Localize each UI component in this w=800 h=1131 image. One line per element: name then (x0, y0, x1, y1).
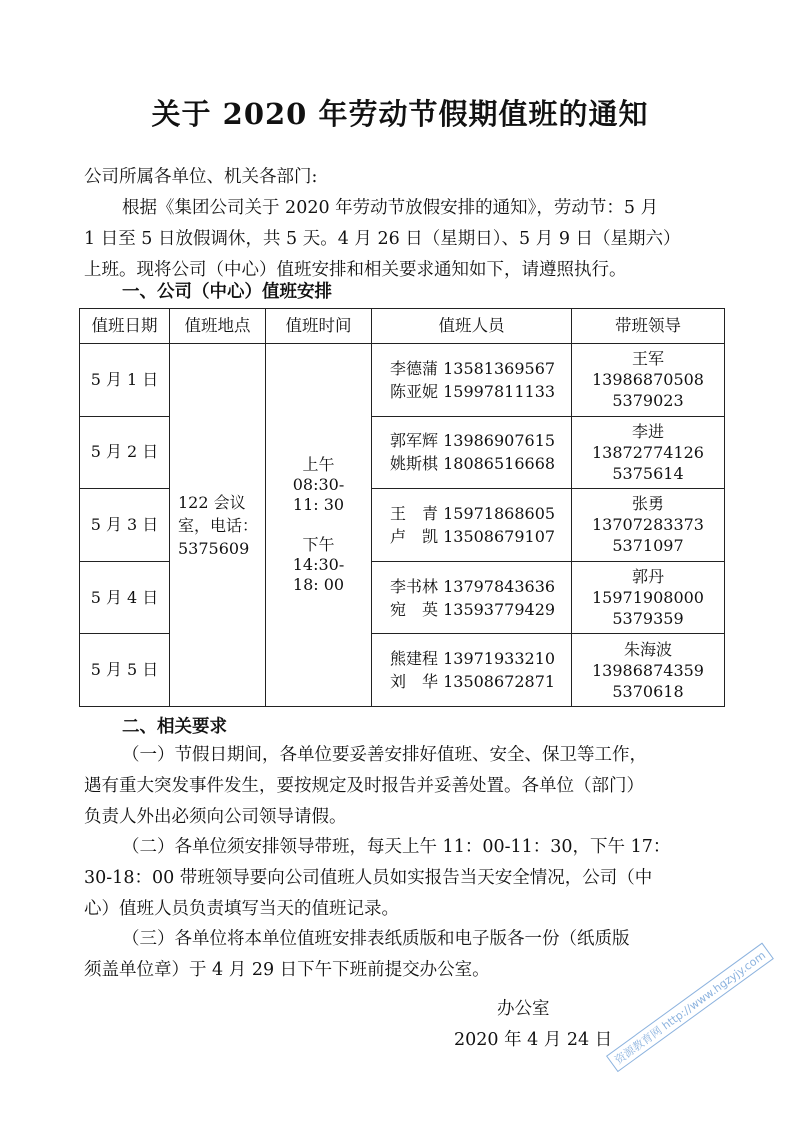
location-line: 室，电话： (178, 515, 259, 535)
header-leader: 带班领导 (572, 309, 725, 344)
duty-date: 5 月 1 日 (80, 344, 170, 417)
req1-line-3: 负责人外出必须向公司领导请假。 (84, 807, 347, 827)
req3-line-1: （三）各单位将本单位值班安排表纸质版和电子版各一份（纸质版 (122, 929, 630, 949)
duty-staff (372, 416, 572, 489)
leader-phone: 5379023 (612, 391, 684, 411)
leader-phone: 5371097 (612, 536, 684, 556)
duty-leader (572, 634, 725, 707)
duty-staff (372, 561, 572, 634)
header-time: 值班时间 (266, 309, 372, 344)
staff-entry: 熊建程 13971933210 (390, 649, 556, 669)
staff-entry: 李书林 13797843636 (390, 576, 556, 596)
leader-name: 李进 (631, 421, 664, 441)
duty-leader (572, 561, 725, 634)
duty-staff (372, 634, 572, 707)
leader-name: 王军 (631, 349, 664, 369)
intro-line-1: 根据《集团公司关于 2020 年劳动节放假安排的通知》，劳动节：5 月 (122, 198, 659, 218)
duty-date: 5 月 5 日 (80, 634, 170, 707)
staff-entry: 李德蒲 13581369567 (390, 358, 556, 378)
duty-staff (372, 489, 572, 562)
req1-line-2: 遇有重大突发事件发生，要按规定及时报告并妥善处置。各单位（部门） (84, 776, 644, 796)
req2-line-3: 心）值班人员负责填写当天的值班记录。 (84, 899, 399, 919)
leader-phone: 5379359 (612, 609, 684, 629)
leader-name: 朱海波 (623, 639, 672, 659)
leader-phone: 5370618 (612, 681, 684, 701)
signature-date: 2020 年 4 月 24 日 (454, 1030, 613, 1050)
morning-start: 08:30- (292, 475, 345, 494)
header-date: 值班日期 (80, 309, 170, 344)
req2-line-2: 30-18：00 带班领导要向公司值班人员如实报告当天安全情况，公司（中 (84, 868, 653, 888)
duty-date: 5 月 4 日 (80, 561, 170, 634)
duty-time (266, 344, 372, 707)
staff-entry: 姚斯棋 18086516668 (390, 454, 556, 474)
req1-line-1: （一）节假日期间，各单位要妥善安排好值班、安全、保卫等工作， (122, 745, 647, 765)
morning-label: 上午 (302, 455, 335, 474)
section2-heading: 二、相关要求 (122, 717, 227, 737)
duty-schedule-table (79, 308, 725, 707)
duty-date: 5 月 2 日 (80, 416, 170, 489)
duty-leader (572, 344, 725, 417)
leader-name: 张勇 (631, 494, 664, 514)
staff-entry: 陈亚妮 15997811133 (390, 381, 556, 401)
duty-leader (572, 489, 725, 562)
location-line: 122 会议 (178, 492, 246, 512)
morning-end: 11: 30 (292, 495, 345, 514)
afternoon-end: 18: 00 (292, 575, 345, 594)
watermark: 资源教育网 http://www.hgzyjy.com (606, 943, 774, 1073)
staff-entry: 宛 英 13593779429 (390, 599, 556, 619)
table-row (80, 344, 725, 417)
req3-line-2: 须盖单位章）于 4 月 29 日下午下班前提交办公室。 (84, 960, 490, 980)
header-location: 值班地点 (170, 309, 266, 344)
leader-mobile: 13707283373 (592, 515, 704, 535)
leader-phone: 5375614 (612, 463, 684, 483)
duty-leader (572, 416, 725, 489)
leader-mobile: 15971908000 (592, 588, 704, 608)
staff-entry: 王 青 15971868605 (390, 503, 556, 523)
location-line: 5375609 (178, 538, 250, 558)
leader-mobile: 13986874359 (592, 660, 704, 680)
staff-entry: 郭军辉 13986907615 (390, 431, 556, 451)
afternoon-label: 下午 (302, 535, 335, 554)
afternoon-start: 14:30- (292, 555, 345, 574)
leader-mobile: 13872774126 (592, 442, 704, 462)
header-staff: 值班人员 (372, 309, 572, 344)
req2-line-1: （二）各单位须安排领导带班，每天上午 11：00-11：30，下午 17： (122, 837, 671, 857)
signature-office: 办公室 (497, 999, 550, 1019)
intro-line-3: 上班。现将公司（中心）值班安排和相关要求通知如下，请遵照执行。 (84, 260, 627, 280)
section1-heading: 一、公司（中心）值班安排 (122, 282, 332, 302)
duty-date: 5 月 3 日 (80, 489, 170, 562)
duty-location (170, 344, 266, 707)
notice-title: 关于 2020 年劳动节假期值班的通知 (151, 97, 649, 131)
staff-entry: 卢 凯 13508679107 (390, 526, 556, 546)
leader-name: 郭丹 (631, 567, 664, 587)
salutation: 公司所属各单位、机关各部门: (84, 167, 318, 187)
staff-entry: 刘 华 13508672871 (390, 672, 556, 692)
leader-mobile: 13986870508 (592, 370, 704, 390)
duty-staff (372, 344, 572, 417)
intro-line-2: 1 日至 5 日放假调休，共 5 天。4 月 26 日（星期日）、5 月 9 日（星期六） (84, 229, 681, 249)
table-header-row (80, 309, 725, 344)
